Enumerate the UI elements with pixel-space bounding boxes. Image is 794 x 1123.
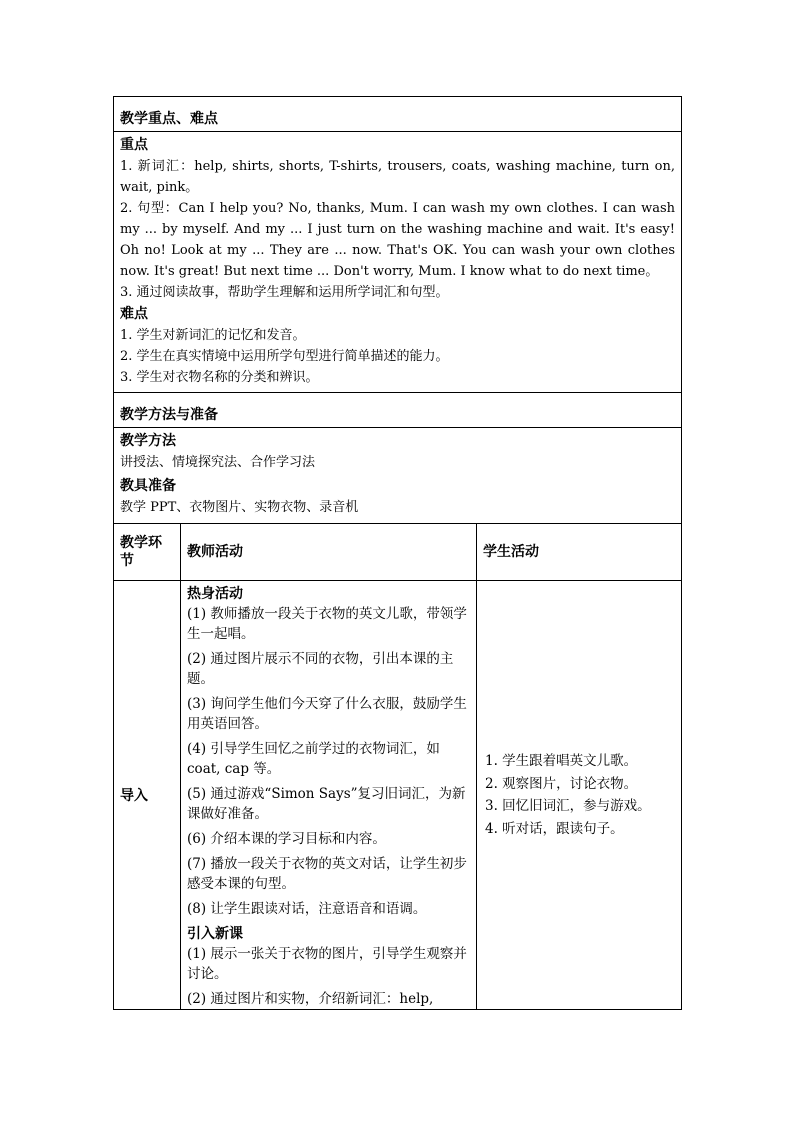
focus-section-title: 教学重点、难点 — [114, 97, 682, 132]
warmup-item: (1) 教师播放一段关于衣物的英文儿歌，带领学生一起唱。 — [187, 606, 467, 642]
intro-item: (2) 通过图片和实物，介绍新词汇：help, — [187, 991, 434, 1007]
difficulty-item: 1. 学生对新词汇的记忆和发音。 — [120, 328, 306, 343]
stage-name: 导入 — [114, 581, 181, 1010]
activity-row-intro — [114, 581, 682, 1010]
key-point-item: 1. 新词汇：help, shirts, shorts, T-shirts, trousers, coats, washing machine, turn on, wait, pink。 — [120, 159, 675, 195]
warmup-item: (6) 介绍本课的学习目标和内容。 — [187, 831, 386, 847]
key-point-item: 3. 通过阅读故事，帮助学生理解和运用所学词汇和句型。 — [120, 285, 449, 300]
student-activity-cell — [477, 581, 682, 1010]
methods-title-row — [114, 393, 682, 428]
prep-heading: 教具准备 — [120, 477, 176, 494]
activity-header-row — [114, 524, 682, 581]
teacher-activity-cell — [181, 581, 477, 1010]
student-activity-item: 1. 学生跟着唱英文儿歌。 — [485, 753, 638, 769]
warmup-item: (5) 通过游戏“Simon Says”复习旧词汇，为新课做好准备。 — [187, 786, 466, 822]
warmup-item: (2) 通过图片展示不同的衣物，引出本课的主题。 — [187, 651, 454, 687]
warmup-item: (4) 引导学生回忆之前学过的衣物词汇，如 coat, cap 等。 — [187, 741, 440, 777]
warmup-item: (8) 让学生跟读对话，注意语音和语调。 — [187, 901, 427, 917]
intro-heading: 引入新课 — [187, 926, 243, 942]
warmup-item: (7) 播放一段关于衣物的英文对话，让学生初步感受本课的句型。 — [187, 856, 467, 892]
difficulty-item: 2. 学生在真实情境中运用所学句型进行简单描述的能力。 — [120, 349, 449, 364]
prep-text: 教学 PPT、衣物图片、实物衣物、录音机 — [120, 499, 359, 515]
difficulty-item: 3. 学生对衣物名称的分类和辨识。 — [120, 370, 319, 385]
student-activity-item: 3. 回忆旧词汇，参与游戏。 — [485, 798, 651, 814]
student-activity-item: 2. 观察图片，讨论衣物。 — [485, 775, 638, 792]
focus-section-body — [114, 132, 682, 393]
method-text: 讲授法、情境探究法、合作学习法 — [120, 455, 316, 470]
header-teacher-activity: 教师活动 — [181, 524, 477, 581]
focus-body-row — [114, 132, 682, 393]
header-stage: 教学环节 — [114, 524, 181, 581]
student-activity-item: 4. 听对话，跟读句子。 — [485, 820, 624, 837]
key-point-item: 2. 句型：Can I help you? No, thanks, Mum. I can wash my own clothes. I can wash my ... by myself. And my ... I just turn on the washing machine and wait. It's easy! Oh no! Look at my ... They are ... now. That's OK. You can wash your own clothes now. It's great! But next time ... Don't worry, Mum. I know what to do next time。 — [120, 201, 675, 279]
warmup-heading: 热身活动 — [187, 586, 243, 602]
lesson-plan-table — [113, 96, 682, 1010]
lesson-plan-document — [113, 96, 681, 1010]
methods-section-title: 教学方法与准备 — [114, 393, 682, 428]
methods-section-body — [114, 428, 682, 524]
key-points-heading: 重点 — [120, 137, 148, 153]
difficulty-heading: 难点 — [120, 306, 148, 322]
header-student-activity: 学生活动 — [477, 524, 682, 581]
method-heading: 教学方法 — [120, 433, 176, 449]
methods-body-row — [114, 428, 682, 524]
intro-item: (1) 展示一张关于衣物的图片，引导学生观察并讨论。 — [187, 946, 467, 982]
focus-title-row — [114, 97, 682, 132]
warmup-item: (3) 询问学生他们今天穿了什么衣服，鼓励学生用英语回答。 — [187, 696, 467, 732]
